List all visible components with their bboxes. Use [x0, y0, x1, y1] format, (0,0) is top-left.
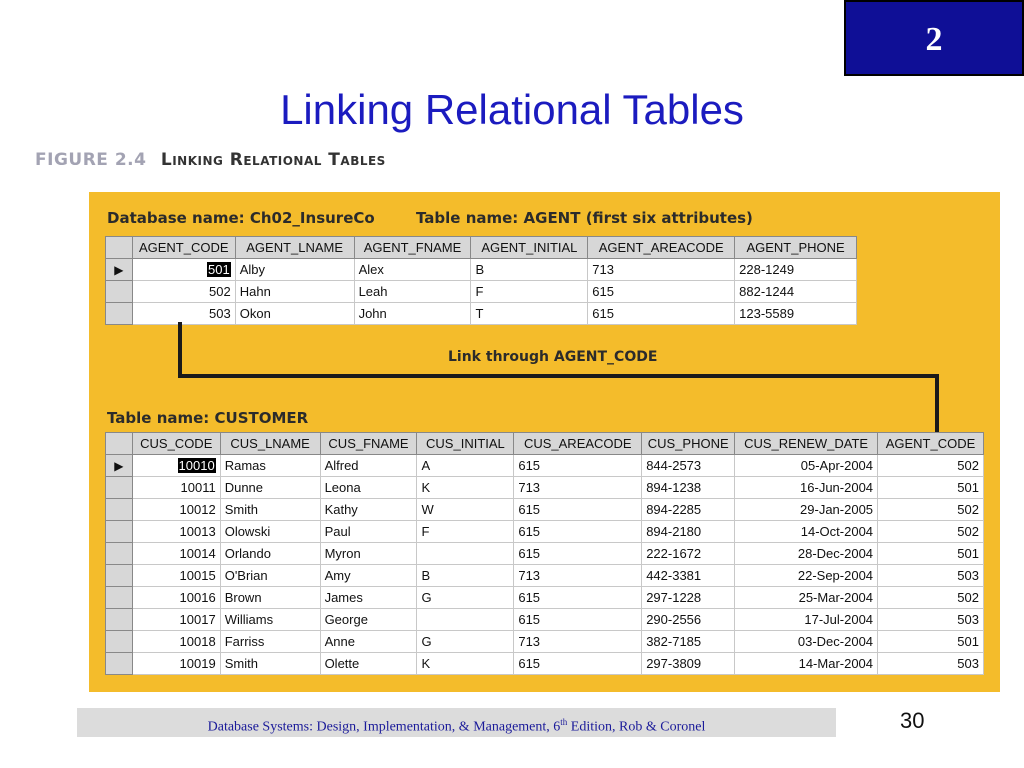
cell-value: John: [358, 306, 387, 321]
cell-value: K: [421, 480, 431, 495]
table-cell[interactable]: [132, 303, 235, 325]
table-cell[interactable]: [417, 499, 514, 521]
table-cell[interactable]: [735, 259, 857, 281]
table-cell[interactable]: [735, 653, 878, 675]
customer-column-header[interactable]: CUS_PHONE: [642, 433, 735, 455]
table-cell[interactable]: [878, 609, 984, 631]
cell-value: Kathy: [324, 502, 358, 517]
cell-value: 10010: [178, 458, 215, 473]
figure-label: FIGURE 2.4: [35, 150, 147, 170]
cell-value: Williams: [224, 612, 274, 627]
cell-value: K: [421, 656, 431, 671]
agent-column-header[interactable]: AGENT_FNAME: [354, 237, 471, 259]
customer-table: [105, 432, 984, 675]
table-row[interactable]: [106, 477, 984, 499]
table-cell[interactable]: [514, 587, 642, 609]
agent-column-header[interactable]: AGENT_AREACODE: [588, 237, 735, 259]
agent-column-header[interactable]: AGENT_PHONE: [735, 237, 857, 259]
table-cell[interactable]: [220, 565, 320, 587]
cell-value: 844-2573: [646, 458, 702, 473]
cell-value: 894-1238: [646, 480, 702, 495]
table-cell[interactable]: [132, 653, 220, 675]
table-cell[interactable]: [220, 587, 320, 609]
cell-value: 615: [518, 590, 541, 605]
cell-value: 503: [957, 656, 979, 671]
cell-value: 894-2285: [646, 502, 702, 517]
cell-value: 442-3381: [646, 568, 702, 583]
cell-value: Amy: [324, 568, 351, 583]
table-cell[interactable]: [320, 477, 417, 499]
cell-value: 17-Jul-2004: [804, 612, 874, 627]
table-cell[interactable]: [735, 477, 878, 499]
row-selector[interactable]: [106, 259, 133, 281]
cell-value: 28-Dec-2004: [797, 546, 874, 561]
table-cell[interactable]: [588, 303, 735, 325]
table-cell[interactable]: [220, 455, 320, 477]
cell-value: 503: [957, 568, 979, 583]
table-cell[interactable]: [878, 499, 984, 521]
table-row[interactable]: [106, 587, 984, 609]
cell-value: 502: [209, 284, 231, 299]
cell-value: Ramas: [224, 458, 266, 473]
cell-value: Alex: [358, 262, 384, 277]
cell-value: 297-1228: [646, 590, 702, 605]
footer-text-after: Edition, Rob & Coronel: [567, 719, 706, 735]
customer-column-header[interactable]: CUS_CODE: [132, 433, 220, 455]
row-selector[interactable]: [106, 587, 133, 609]
cell-value: 03-Dec-2004: [797, 634, 874, 649]
cell-value: O'Brian: [224, 568, 268, 583]
table-cell[interactable]: [417, 587, 514, 609]
table-cell[interactable]: [417, 565, 514, 587]
customer-column-header[interactable]: CUS_INITIAL: [417, 433, 514, 455]
table-row[interactable]: [106, 631, 984, 653]
table-cell[interactable]: [132, 521, 220, 543]
table-cell[interactable]: [471, 259, 588, 281]
customer-table-label: Table name: CUSTOMER: [107, 409, 309, 427]
cell-value: 10011: [180, 480, 216, 495]
cell-value: 713: [518, 480, 541, 495]
table-cell[interactable]: [220, 631, 320, 653]
slide-title: Linking Relational Tables: [280, 86, 744, 133]
cell-value: James: [324, 590, 363, 605]
table-cell[interactable]: [320, 499, 417, 521]
table-cell[interactable]: [320, 455, 417, 477]
figure-caption: [35, 150, 386, 170]
table-cell[interactable]: [642, 477, 735, 499]
table-cell[interactable]: [514, 565, 642, 587]
table-cell[interactable]: [220, 477, 320, 499]
table-cell[interactable]: [735, 499, 878, 521]
table-cell[interactable]: [235, 281, 354, 303]
footer-citation: [77, 708, 836, 737]
row-selector[interactable]: [106, 499, 133, 521]
cell-value: 10018: [179, 634, 216, 649]
table-cell[interactable]: [320, 631, 417, 653]
table-cell[interactable]: [642, 499, 735, 521]
cell-value: 713: [518, 634, 541, 649]
cell-value: Leah: [358, 284, 388, 299]
footer-superscript: th: [560, 717, 568, 727]
row-selector[interactable]: [106, 609, 133, 631]
table-cell[interactable]: [235, 259, 354, 281]
footer-text-before: Database Systems: Design, Implementation, & Management, 6: [207, 719, 561, 735]
cell-value: Paul: [324, 524, 351, 539]
cell-value: Smith: [224, 502, 258, 517]
table-cell[interactable]: [735, 565, 878, 587]
table-cell[interactable]: [417, 543, 514, 565]
cell-value: 10017: [179, 612, 216, 627]
table-cell[interactable]: [878, 477, 984, 499]
link-label: Link through AGENT_CODE: [448, 349, 658, 365]
table-cell[interactable]: [320, 609, 417, 631]
cell-value: Olowski: [224, 524, 271, 539]
table-cell[interactable]: [878, 587, 984, 609]
table-cell[interactable]: [417, 477, 514, 499]
row-selector[interactable]: [106, 477, 133, 499]
cell-value: 297-3809: [646, 656, 702, 671]
table-cell[interactable]: [735, 281, 857, 303]
cell-value: George: [324, 612, 368, 627]
table-cell[interactable]: [735, 587, 878, 609]
table-cell[interactable]: [642, 521, 735, 543]
cell-value: 502: [957, 590, 979, 605]
table-cell[interactable]: [354, 259, 471, 281]
cell-value: T: [475, 306, 484, 321]
cell-value: 10015: [179, 568, 216, 583]
cell-value: 615: [518, 546, 541, 561]
row-selector[interactable]: [106, 521, 133, 543]
record-pointer-icon: ▶: [114, 262, 124, 277]
table-cell[interactable]: [735, 303, 857, 325]
link-line-horizontal: [178, 374, 939, 378]
table-cell[interactable]: [642, 631, 735, 653]
cell-value: Anne: [324, 634, 355, 649]
cell-value: 501: [208, 262, 230, 277]
cell-value: W: [421, 502, 434, 517]
page-number: 30: [900, 708, 925, 733]
table-cell[interactable]: [735, 609, 878, 631]
table-cell[interactable]: [735, 521, 878, 543]
customer-column-header[interactable]: CUS_FNAME: [320, 433, 417, 455]
link-line-left: [178, 322, 182, 378]
cell-value: 123-5589: [739, 306, 795, 321]
table-row[interactable]: [106, 653, 984, 675]
cell-value: 22-Sep-2004: [797, 568, 874, 583]
table-cell[interactable]: [132, 565, 220, 587]
cell-value: 501: [957, 480, 979, 495]
table-cell[interactable]: [878, 653, 984, 675]
database-name-label: Database name: Ch02_InsureCo: [107, 209, 375, 227]
table-cell[interactable]: [642, 543, 735, 565]
table-cell[interactable]: [642, 653, 735, 675]
link-line-right: [935, 374, 939, 434]
table-cell[interactable]: [132, 543, 220, 565]
table-cell[interactable]: [417, 521, 514, 543]
cell-value: G: [421, 590, 432, 605]
table-cell[interactable]: [735, 543, 878, 565]
table-cell[interactable]: [320, 565, 417, 587]
table-cell[interactable]: [220, 609, 320, 631]
record-pointer-icon: ▶: [114, 458, 124, 473]
table-cell[interactable]: [220, 543, 320, 565]
table-cell[interactable]: [642, 587, 735, 609]
cell-value: 290-2556: [646, 612, 702, 627]
cell-value: 615: [518, 524, 541, 539]
row-selector[interactable]: [106, 455, 133, 477]
figure-title: Linking Relational Tables: [160, 150, 386, 170]
table-row[interactable]: [106, 565, 984, 587]
table-cell[interactable]: [642, 455, 735, 477]
cell-value: 713: [592, 262, 614, 277]
table-cell[interactable]: [132, 281, 235, 303]
table-cell[interactable]: [132, 609, 220, 631]
table-cell[interactable]: [320, 653, 417, 675]
table-cell[interactable]: [588, 281, 735, 303]
cell-value: 501: [957, 634, 979, 649]
cell-value: 501: [957, 546, 979, 561]
row-selector[interactable]: [106, 653, 133, 675]
agent-table-corner: [106, 237, 133, 259]
table-cell[interactable]: [220, 653, 320, 675]
customer-column-header[interactable]: CUS_LNAME: [220, 433, 320, 455]
table-cell[interactable]: [320, 543, 417, 565]
table-cell[interactable]: [514, 609, 642, 631]
table-cell[interactable]: [878, 543, 984, 565]
cell-value: F: [475, 284, 484, 299]
cell-value: 713: [518, 568, 541, 583]
table-cell[interactable]: [235, 303, 354, 325]
customer-column-header[interactable]: CUS_AREACODE: [514, 433, 642, 455]
table-cell[interactable]: [354, 281, 471, 303]
cell-value: Hahn: [239, 284, 271, 299]
cell-value: 502: [957, 524, 979, 539]
cell-value: 615: [592, 284, 614, 299]
table-cell[interactable]: [588, 259, 735, 281]
table-cell[interactable]: [220, 521, 320, 543]
table-row[interactable]: [106, 303, 857, 325]
cell-value: B: [475, 262, 485, 277]
cell-value: 615: [518, 612, 541, 627]
table-cell[interactable]: [132, 587, 220, 609]
table-row[interactable]: [106, 609, 984, 631]
table-cell[interactable]: [417, 609, 514, 631]
cell-value: A: [421, 458, 431, 473]
cell-value: 14-Oct-2004: [800, 524, 874, 539]
cell-value: 10016: [179, 590, 216, 605]
cell-value: 228-1249: [739, 262, 795, 277]
table-cell[interactable]: [642, 609, 735, 631]
row-selector[interactable]: [106, 303, 133, 325]
table-row[interactable]: [106, 521, 984, 543]
cell-value: 29-Jan-2005: [800, 502, 874, 517]
cell-value: Orlando: [224, 546, 271, 561]
table-row[interactable]: [106, 499, 984, 521]
table-row[interactable]: [106, 281, 857, 303]
table-cell[interactable]: [735, 455, 878, 477]
cell-value: Myron: [324, 546, 361, 561]
row-selector[interactable]: [106, 631, 133, 653]
cell-value: Farriss: [224, 634, 265, 649]
table-cell[interactable]: [514, 521, 642, 543]
table-row[interactable]: [106, 543, 984, 565]
table-cell[interactable]: [132, 631, 220, 653]
row-selector[interactable]: [106, 565, 133, 587]
table-cell[interactable]: [514, 631, 642, 653]
customer-column-header[interactable]: AGENT_CODE: [878, 433, 984, 455]
table-cell[interactable]: [354, 303, 471, 325]
cell-value: 502: [957, 502, 979, 517]
table-cell[interactable]: [132, 499, 220, 521]
cell-value: 10012: [179, 502, 216, 517]
table-cell[interactable]: [220, 499, 320, 521]
agent-column-header[interactable]: AGENT_INITIAL: [471, 237, 588, 259]
cell-value: 615: [518, 656, 541, 671]
table-cell[interactable]: [132, 477, 220, 499]
table-cell[interactable]: [514, 543, 642, 565]
cell-value: 882-1244: [739, 284, 795, 299]
cell-value: 14-Mar-2004: [798, 656, 874, 671]
table-cell[interactable]: [471, 281, 588, 303]
cell-value: 25-Mar-2004: [798, 590, 874, 605]
table-cell[interactable]: [642, 565, 735, 587]
cell-value: 502: [957, 458, 979, 473]
agent-table-label: Table name: AGENT (first six attributes): [416, 209, 753, 227]
cell-value: Alfred: [324, 458, 359, 473]
row-selector[interactable]: [106, 281, 133, 303]
customer-table-corner: [106, 433, 133, 455]
agent-column-header[interactable]: AGENT_LNAME: [235, 237, 354, 259]
table-cell[interactable]: [417, 455, 514, 477]
table-cell[interactable]: [132, 455, 220, 477]
cell-value: Olette: [324, 656, 360, 671]
cell-value: Smith: [224, 656, 258, 671]
table-cell[interactable]: [878, 521, 984, 543]
table-cell[interactable]: [514, 477, 642, 499]
table-cell[interactable]: [417, 631, 514, 653]
cell-value: Leona: [324, 480, 361, 495]
cell-value: 10014: [179, 546, 216, 561]
table-cell[interactable]: [735, 631, 878, 653]
cell-value: F: [421, 524, 430, 539]
cell-value: 382-7185: [646, 634, 702, 649]
cell-value: Alby: [239, 262, 266, 277]
cell-value: 05-Apr-2004: [800, 458, 874, 473]
chapter-number-badge: 2: [844, 0, 1024, 76]
table-cell[interactable]: [132, 259, 235, 281]
cell-value: 10013: [179, 524, 216, 539]
table-cell[interactable]: [514, 499, 642, 521]
cell-value: 503: [957, 612, 979, 627]
table-cell[interactable]: [320, 587, 417, 609]
cell-value: 10019: [179, 656, 216, 671]
cell-value: 615: [592, 306, 614, 321]
table-cell[interactable]: [471, 303, 588, 325]
table-cell[interactable]: [878, 631, 984, 653]
cell-value: 222-1672: [646, 546, 702, 561]
cell-value: G: [421, 634, 432, 649]
cell-value: Okon: [239, 306, 271, 321]
table-row[interactable]: [106, 455, 984, 477]
cell-value: B: [421, 568, 431, 583]
cell-value: 615: [518, 458, 541, 473]
row-selector[interactable]: [106, 543, 133, 565]
cell-value: Brown: [224, 590, 262, 605]
customer-column-header[interactable]: CUS_RENEW_DATE: [735, 433, 878, 455]
cell-value: 16-Jun-2004: [800, 480, 874, 495]
cell-value: 894-2180: [646, 524, 702, 539]
agent-table: [105, 236, 857, 325]
cell-value: Dunne: [224, 480, 264, 495]
table-cell[interactable]: [878, 455, 984, 477]
cell-value: 615: [518, 502, 541, 517]
table-cell[interactable]: [514, 653, 642, 675]
table-cell[interactable]: [514, 455, 642, 477]
cell-value: 503: [209, 306, 231, 321]
table-row[interactable]: [106, 259, 857, 281]
table-cell[interactable]: [878, 565, 984, 587]
table-cell[interactable]: [320, 521, 417, 543]
table-cell[interactable]: [417, 653, 514, 675]
agent-column-header[interactable]: AGENT_CODE: [132, 237, 235, 259]
